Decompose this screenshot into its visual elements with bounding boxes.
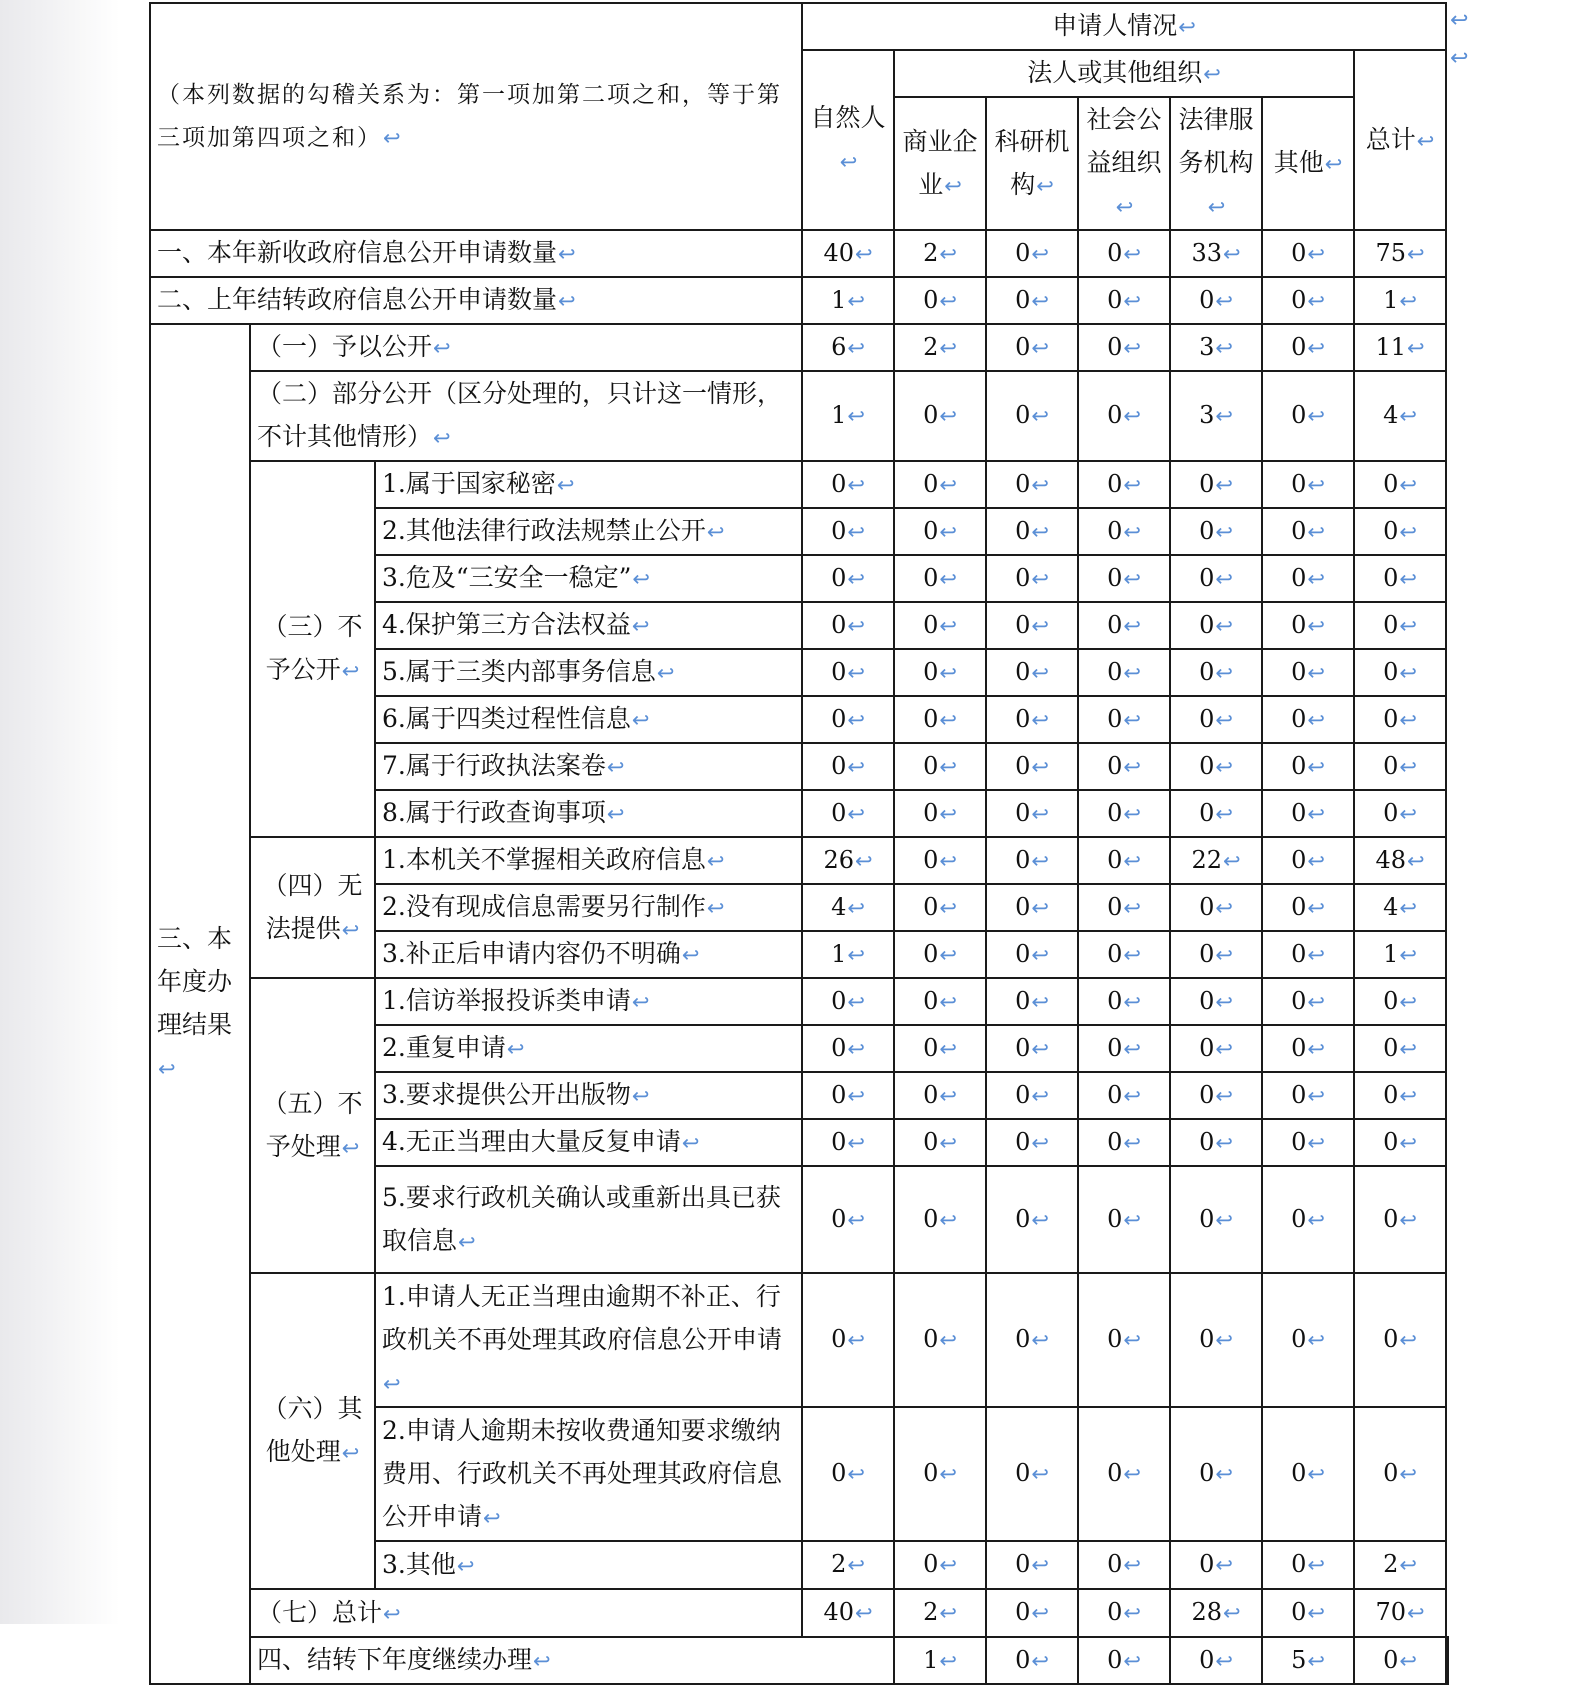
header-note: （本列数据的勾稽关系为：第一项加第二项之和，等于第三项加第四项之和）↩ <box>150 3 802 230</box>
value-total: 0↩ <box>1354 696 1446 743</box>
value-research: 0↩ <box>986 1273 1078 1407</box>
section3-label: 三、本年度办理结果↩ <box>150 324 250 1684</box>
value-natural: 1↩ <box>802 277 894 324</box>
value-natural: 0↩ <box>802 1025 894 1072</box>
value-other: 0↩ <box>1262 649 1354 696</box>
value-social: 0↩ <box>1078 1541 1170 1589</box>
row-label: 4.保护第三方合法权益↩ <box>375 602 802 649</box>
value-business: 0↩ <box>894 508 986 555</box>
value-research: 0↩ <box>986 1166 1078 1273</box>
row-label: 7.属于行政执法案卷↩ <box>375 743 802 790</box>
value-total: 11↩ <box>1354 324 1446 371</box>
value-research: 0↩ <box>1078 1637 1170 1684</box>
value-business: 0↩ <box>894 461 986 508</box>
value-research: 0↩ <box>986 790 1078 837</box>
value-business: 0↩ <box>894 884 986 931</box>
value-legal-service: 0↩ <box>1170 602 1262 649</box>
value-research: 0↩ <box>986 508 1078 555</box>
value-business: 0↩ <box>894 1072 986 1119</box>
value-total: 1↩ <box>1354 931 1446 978</box>
value-other: 0↩ <box>1262 324 1354 371</box>
row-label: 5.要求行政机关确认或重新出具已获取信息↩ <box>375 1166 802 1273</box>
value-natural: 2↩ <box>802 1541 894 1589</box>
paragraph-mark-icon: ↩ <box>1450 8 1469 33</box>
value-natural: 0↩ <box>802 978 894 1025</box>
group-label-withhold: （三）不予公开↩ <box>250 461 375 837</box>
header-research: 科研机构↩ <box>986 97 1078 230</box>
value-research: 0↩ <box>986 230 1078 277</box>
value-social: 0↩ <box>1078 743 1170 790</box>
row-label: 二、上年结转政府信息公开申请数量↩ <box>150 277 802 324</box>
row-label: 1.属于国家秘密↩ <box>375 461 802 508</box>
value-total: 0↩ <box>1354 1273 1446 1407</box>
row-label: 3.危及“三安全一稳定”↩ <box>375 555 802 602</box>
row-label: （二）部分公开（区分处理的，只计这一情形，不计其他情形）↩ <box>250 371 802 461</box>
value-legal-service: 3↩ <box>1170 371 1262 461</box>
value-social: 0↩ <box>1078 1273 1170 1407</box>
value-legal-service: 0↩ <box>1170 743 1262 790</box>
value-business: 0↩ <box>894 978 986 1025</box>
table-row <box>150 277 1448 324</box>
value-business: 0↩ <box>894 696 986 743</box>
row-label: （七）总计↩ <box>250 1589 802 1637</box>
value-other: 0↩ <box>1262 508 1354 555</box>
table-row <box>150 230 1448 277</box>
value-natural: 6↩ <box>802 324 894 371</box>
value-other: 0↩ <box>1262 602 1354 649</box>
value-research: 0↩ <box>986 324 1078 371</box>
value-other: 0↩ <box>1262 1589 1354 1637</box>
value-business: 0↩ <box>894 837 986 884</box>
header-total: 总计↩ <box>1354 50 1446 230</box>
value-natural: 0↩ <box>802 1072 894 1119</box>
value-legal-service: 0↩ <box>1170 508 1262 555</box>
value-total: 70↩ <box>1354 1589 1446 1637</box>
value-total: 2↩ <box>1354 1541 1446 1589</box>
value-total: 75↩ <box>1354 230 1446 277</box>
table-row <box>150 461 1448 508</box>
value-total: 0↩ <box>1354 602 1446 649</box>
value-total: 0↩ <box>1354 1119 1446 1166</box>
value-total: 0↩ <box>1354 649 1446 696</box>
value-social: 0↩ <box>1078 371 1170 461</box>
value-legal-service: 33↩ <box>1170 230 1262 277</box>
value-legal-service: 0↩ <box>1170 555 1262 602</box>
value-research: 0↩ <box>986 837 1078 884</box>
value-total: 0↩ <box>1354 1072 1446 1119</box>
value-total: 0↩ <box>1354 1025 1446 1072</box>
value-other: 0↩ <box>1262 837 1354 884</box>
value-other: 0↩ <box>1262 371 1354 461</box>
row-label: 3.其他↩ <box>375 1541 802 1589</box>
value-business: 0↩ <box>894 1166 986 1273</box>
value-legal-service: 0↩ <box>1170 978 1262 1025</box>
value-social: 0↩ <box>1078 602 1170 649</box>
value-natural: 4↩ <box>802 884 894 931</box>
value-natural: 0↩ <box>802 790 894 837</box>
value-total: 1↩ <box>1354 277 1446 324</box>
value-natural: 0↩ <box>802 696 894 743</box>
value-natural: 0↩ <box>802 649 894 696</box>
value-legal-service: 0↩ <box>1170 1541 1262 1589</box>
value-natural: 40↩ <box>802 230 894 277</box>
value-legal-service: 5↩ <box>1262 1637 1354 1684</box>
value-natural: 0↩ <box>802 1273 894 1407</box>
value-total: 0↩ <box>1354 461 1446 508</box>
value-other: 0↩ <box>1262 555 1354 602</box>
table-row <box>150 324 1448 371</box>
value-social: 0↩ <box>1078 277 1170 324</box>
value-legal-service: 0↩ <box>1170 931 1262 978</box>
value-natural: 0↩ <box>802 461 894 508</box>
value-other: 0↩ <box>1262 1072 1354 1119</box>
value-total: 4↩ <box>1354 884 1446 931</box>
value-legal-service: 0↩ <box>1170 790 1262 837</box>
value-other: 0↩ <box>1262 461 1354 508</box>
value-research: 0↩ <box>986 1541 1078 1589</box>
value-business: 0↩ <box>894 277 986 324</box>
value-social: 0↩ <box>1078 884 1170 931</box>
value-social: 0↩ <box>1078 837 1170 884</box>
value-total: 48↩ <box>1354 837 1446 884</box>
value-business: 0↩ <box>894 1119 986 1166</box>
value-total: 0↩ <box>1354 790 1446 837</box>
value-social: 0↩ <box>1078 696 1170 743</box>
value-research: 0↩ <box>986 743 1078 790</box>
value-research: 0↩ <box>986 277 1078 324</box>
value-business: 0↩ <box>894 1407 986 1541</box>
value-legal-service: 22↩ <box>1170 837 1262 884</box>
value-business: 0↩ <box>894 743 986 790</box>
value-business: 0↩ <box>894 649 986 696</box>
value-research: 0↩ <box>986 371 1078 461</box>
value-legal-service: 0↩ <box>1170 696 1262 743</box>
table-row <box>150 371 1448 461</box>
row-label: 2.重复申请↩ <box>375 1025 802 1072</box>
value-business: 0↩ <box>894 931 986 978</box>
value-research: 0↩ <box>986 1119 1078 1166</box>
row-label: 1.本机关不掌握相关政府信息↩ <box>375 837 802 884</box>
value-social: 0↩ <box>1078 790 1170 837</box>
value-natural: 0↩ <box>802 1119 894 1166</box>
value-research: 0↩ <box>986 1025 1078 1072</box>
value-natural: 0↩ <box>802 555 894 602</box>
value-other: 0↩ <box>1262 1273 1354 1407</box>
table-row <box>150 1637 1448 1684</box>
value-social: 0↩ <box>1078 1025 1170 1072</box>
value-total: 0↩ <box>1354 978 1446 1025</box>
value-business: 0↩ <box>894 1025 986 1072</box>
value-legal-service: 28↩ <box>1170 1589 1262 1637</box>
table-row <box>150 1273 1448 1407</box>
value-social: 0↩ <box>1078 649 1170 696</box>
value-social: 0↩ <box>1078 324 1170 371</box>
header-legal-service: 法律服务机构↩ <box>1170 97 1262 230</box>
disclosure-table <box>149 2 1449 1685</box>
value-business: 0↩ <box>894 602 986 649</box>
value-legal-service: 0↩ <box>1170 1119 1262 1166</box>
value-research: 0↩ <box>986 1407 1078 1541</box>
value-research: 0↩ <box>986 555 1078 602</box>
value-social: 0↩ <box>1078 1166 1170 1273</box>
value-social: 0↩ <box>1078 978 1170 1025</box>
value-total: 0↩ <box>1354 555 1446 602</box>
value-legal-service: 0↩ <box>1170 461 1262 508</box>
value-social: 0↩ <box>1078 230 1170 277</box>
value-social: 0↩ <box>1078 1119 1170 1166</box>
value-legal-service: 0↩ <box>1170 1407 1262 1541</box>
row-label: 四、结转下年度继续办理↩ <box>250 1637 894 1684</box>
row-label: 2.其他法律行政法规禁止公开↩ <box>375 508 802 555</box>
header-legal-group: 法人或其他组织↩ <box>894 50 1354 97</box>
value-natural: 1↩ <box>802 371 894 461</box>
value-business: 0↩ <box>986 1637 1078 1684</box>
value-natural: 0↩ <box>802 602 894 649</box>
value-business: 0↩ <box>894 1273 986 1407</box>
value-research: 0↩ <box>986 649 1078 696</box>
value-research: 0↩ <box>986 931 1078 978</box>
value-other: 0↩ <box>1262 1407 1354 1541</box>
value-business: 2↩ <box>894 1589 986 1637</box>
value-total: 0↩ <box>1354 1407 1446 1541</box>
row-label: 一、本年新收政府信息公开申请数量↩ <box>150 230 802 277</box>
value-business: 0↩ <box>894 371 986 461</box>
header-social: 社会公益组织↩ <box>1078 97 1170 230</box>
value-social: 0↩ <box>1078 931 1170 978</box>
value-other: 0↩ <box>1262 790 1354 837</box>
group-label-not-processed: （五）不予处理↩ <box>250 978 375 1273</box>
value-other: 0↩ <box>1262 230 1354 277</box>
value-research: 0↩ <box>986 696 1078 743</box>
value-legal-service: 3↩ <box>1170 324 1262 371</box>
value-legal-service: 0↩ <box>1170 1166 1262 1273</box>
value-research: 0↩ <box>986 1589 1078 1637</box>
header-other: 其他↩ <box>1262 97 1354 230</box>
value-natural: 1↩ <box>802 931 894 978</box>
value-other: 0↩ <box>1262 743 1354 790</box>
row-label: 2.没有现成信息需要另行制作↩ <box>375 884 802 931</box>
value-other: 0↩ <box>1262 1541 1354 1589</box>
value-social: 0↩ <box>1078 1072 1170 1119</box>
row-label: （一）予以公开↩ <box>250 324 802 371</box>
group-label-other-handling: （六）其他处理↩ <box>250 1273 375 1589</box>
value-natural: 26↩ <box>802 837 894 884</box>
value-research: 0↩ <box>986 602 1078 649</box>
row-label: 5.属于三类内部事务信息↩ <box>375 649 802 696</box>
value-legal-service: 0↩ <box>1170 277 1262 324</box>
value-social: 0↩ <box>1078 1589 1170 1637</box>
row-label: 6.属于四类过程性信息↩ <box>375 696 802 743</box>
header-business: 商业企业↩ <box>894 97 986 230</box>
value-legal-service: 0↩ <box>1170 1273 1262 1407</box>
value-legal-service: 0↩ <box>1170 1072 1262 1119</box>
row-label: 1.申请人无正当理由逾期不补正、行政机关不再处理其政府信息公开申请↩ <box>375 1273 802 1407</box>
value-other: 0↩ <box>1262 277 1354 324</box>
value-legal-service: 0↩ <box>1170 1025 1262 1072</box>
value-total: 0↩ <box>1354 1166 1446 1273</box>
row-label: 3.要求提供公开出版物↩ <box>375 1072 802 1119</box>
table-row <box>150 978 1448 1025</box>
value-other: 0↩ <box>1262 1166 1354 1273</box>
value-natural: 1↩ <box>894 1637 986 1684</box>
row-label: 4.无正当理由大量反复申请↩ <box>375 1119 802 1166</box>
value-natural: 0↩ <box>802 1407 894 1541</box>
value-total <box>1446 1637 1448 1684</box>
value-other: 0↩ <box>1262 696 1354 743</box>
table-row <box>150 837 1448 884</box>
header-natural-person: 自然人↩ <box>802 50 894 230</box>
value-social: 0↩ <box>1170 1637 1262 1684</box>
value-other: 0↩ <box>1262 978 1354 1025</box>
value-research: 0↩ <box>986 461 1078 508</box>
page-edge-shadow <box>0 0 120 1624</box>
value-total: 0↩ <box>1354 508 1446 555</box>
value-natural: 0↩ <box>802 508 894 555</box>
group-label-unable: （四）无法提供↩ <box>250 837 375 978</box>
value-total: 4↩ <box>1354 371 1446 461</box>
value-other: 0↩ <box>1262 1119 1354 1166</box>
value-research: 0↩ <box>986 884 1078 931</box>
row-label: 1.信访举报投诉类申请↩ <box>375 978 802 1025</box>
paragraph-mark-icon: ↩ <box>1450 46 1469 71</box>
value-other: 0↩ <box>1262 1025 1354 1072</box>
value-legal-service: 0↩ <box>1170 884 1262 931</box>
row-label: 2.申请人逾期未按收费通知要求缴纳费用、行政机关不再处理其政府信息公开申请↩ <box>375 1407 802 1541</box>
value-business: 0↩ <box>894 1541 986 1589</box>
value-social: 0↩ <box>1078 508 1170 555</box>
row-label: 8.属于行政查询事项↩ <box>375 790 802 837</box>
value-business: 2↩ <box>894 324 986 371</box>
value-other: 0↩ <box>1262 931 1354 978</box>
value-social: 0↩ <box>1078 1407 1170 1541</box>
value-other: 0↩ <box>1354 1637 1446 1684</box>
value-natural: 0↩ <box>802 743 894 790</box>
value-research: 0↩ <box>986 1072 1078 1119</box>
value-social: 0↩ <box>1078 461 1170 508</box>
value-research: 0↩ <box>986 978 1078 1025</box>
value-social: 0↩ <box>1078 555 1170 602</box>
value-natural: 0↩ <box>802 1166 894 1273</box>
value-total: 0↩ <box>1354 743 1446 790</box>
table-row <box>150 1589 1448 1637</box>
value-natural: 40↩ <box>802 1589 894 1637</box>
value-business: 0↩ <box>894 555 986 602</box>
header-applicant-group: 申请人情况↩ <box>802 3 1446 50</box>
row-label: 3.补正后申请内容仍不明确↩ <box>375 931 802 978</box>
value-business: 0↩ <box>894 790 986 837</box>
value-legal-service: 0↩ <box>1170 649 1262 696</box>
value-other: 0↩ <box>1262 884 1354 931</box>
value-business: 2↩ <box>894 230 986 277</box>
